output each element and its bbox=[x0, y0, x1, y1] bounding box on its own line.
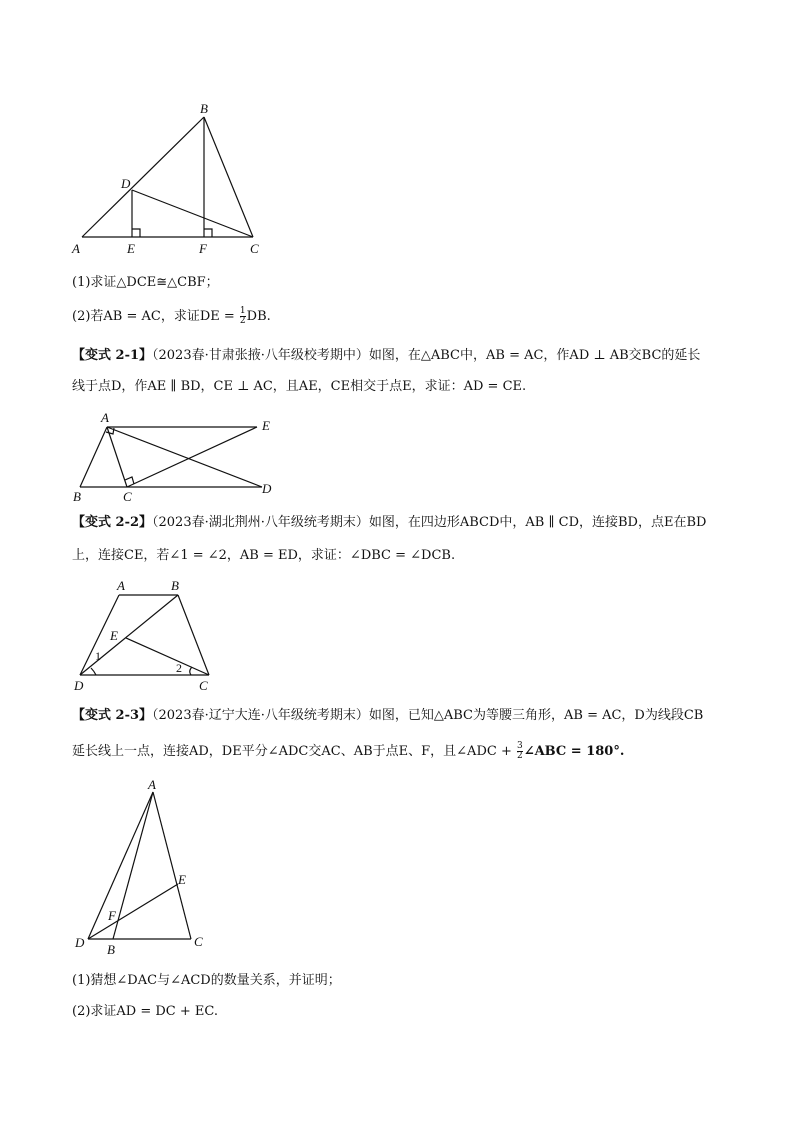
label-B: B bbox=[171, 578, 179, 593]
label-A: A bbox=[148, 777, 156, 792]
variant23-line2 bbox=[72, 742, 624, 761]
right-angle-mark-E bbox=[132, 229, 140, 237]
label-E: E bbox=[110, 628, 118, 643]
variant22-line1 bbox=[72, 514, 706, 532]
figure-4 bbox=[68, 778, 218, 958]
variant23-tag: 【变式 2-3】 bbox=[72, 708, 153, 723]
label-E: E bbox=[178, 872, 186, 887]
fraction-denominator: 2 bbox=[239, 316, 246, 326]
variant23-line2-suffix: ∠ABC = 180°. bbox=[523, 744, 625, 759]
label-C: C bbox=[250, 241, 259, 256]
segment-AC bbox=[153, 792, 191, 939]
label-B: B bbox=[73, 489, 81, 504]
label-D: D bbox=[121, 176, 131, 191]
problem4-q2: (2)求证AD = DC + EC. bbox=[72, 1004, 219, 1019]
right-angle-mark-F bbox=[204, 229, 212, 237]
label-F: F bbox=[199, 241, 207, 256]
figure-3 bbox=[70, 578, 230, 693]
segment-AB bbox=[113, 792, 153, 939]
variant23-text1: （2023春·辽宁大连·八年级统考期末）如图，已知△ABC为等腰三角形，AB = AC，D为线段CB bbox=[152, 708, 704, 723]
problem1-q1: (1)求证△DCE≅△CBF； bbox=[72, 275, 219, 290]
segment-AB bbox=[80, 427, 107, 487]
right-angle-mark-C bbox=[125, 477, 134, 484]
problem4-q1: (1)猜想∠DAC与∠ACD的数量关系，并证明； bbox=[72, 973, 341, 988]
segment-DE bbox=[88, 884, 178, 939]
label-B: B bbox=[200, 101, 208, 116]
label-E: E bbox=[262, 418, 270, 433]
figure-4-diagram bbox=[68, 778, 218, 958]
label-angle-2: 2 bbox=[176, 661, 182, 675]
figure-2 bbox=[70, 410, 290, 505]
variant21-line1 bbox=[72, 347, 700, 365]
variant22-tag: 【变式 2-2】 bbox=[72, 515, 153, 530]
fraction-half bbox=[240, 307, 246, 326]
label-angle-1: 1 bbox=[95, 649, 101, 663]
fraction-numerator: 3 bbox=[516, 741, 523, 751]
problem1-q2-suffix: DB. bbox=[246, 309, 271, 324]
problem1-q2 bbox=[72, 307, 271, 326]
segment-AC bbox=[107, 427, 127, 487]
figure-3-diagram bbox=[70, 578, 230, 693]
angle-mark-1 bbox=[91, 668, 96, 675]
variant22-text1: （2023春·湖北荆州·八年级统考期末）如图，在四边形ABCD中，AB ∥ CD，连接BD，点E在BD bbox=[152, 515, 707, 530]
label-B: B bbox=[107, 942, 115, 957]
variant23-line1 bbox=[72, 707, 703, 725]
segment-DC bbox=[132, 190, 253, 237]
variant22-line2: 上，连接CE，若∠1 = ∠2，AB = ED，求证：∠DBC = ∠DCB. bbox=[72, 548, 456, 563]
segment-AD bbox=[88, 792, 153, 939]
angle-mark-2 bbox=[190, 667, 192, 675]
fraction-numerator: 1 bbox=[239, 306, 246, 316]
segment-BC bbox=[204, 117, 253, 237]
figure-1 bbox=[60, 95, 280, 265]
label-A: A bbox=[101, 410, 109, 425]
variant21-tag: 【变式 2-1】 bbox=[72, 348, 153, 363]
variant21-line2: 线于点D，作AE ∥ BD，CE ⊥ AC，且AE，CE相交于点E，求证：AD = CE. bbox=[72, 379, 527, 394]
label-C: C bbox=[199, 678, 208, 693]
label-A: A bbox=[117, 578, 125, 593]
label-D: D bbox=[75, 935, 85, 950]
figure-2-diagram bbox=[70, 410, 290, 505]
variant21-text1: （2023春·甘肃张掖·八年级校考期中）如图，在△ABC中，AB = AC，作AD ⊥ AB交BC的延长 bbox=[152, 348, 701, 363]
segment-DB bbox=[80, 595, 178, 675]
problem1-q2-prefix: (2)若AB = AC，求证DE = bbox=[72, 309, 239, 324]
label-A: A bbox=[72, 241, 80, 256]
label-D: D bbox=[262, 481, 272, 496]
label-C: C bbox=[123, 489, 132, 504]
label-C: C bbox=[194, 934, 203, 949]
figure-1-diagram bbox=[60, 95, 280, 265]
label-D: D bbox=[74, 678, 84, 693]
label-E: E bbox=[127, 241, 135, 256]
fraction-denominator: 2 bbox=[516, 751, 523, 761]
fraction-three-halves bbox=[517, 742, 523, 761]
variant23-line2-prefix: 延长线上一点，连接AD，DE平分∠ADC交AC、AB于点E、F，且∠ADC + bbox=[72, 744, 516, 759]
segment-AB bbox=[82, 117, 204, 237]
label-F: F bbox=[108, 908, 116, 923]
